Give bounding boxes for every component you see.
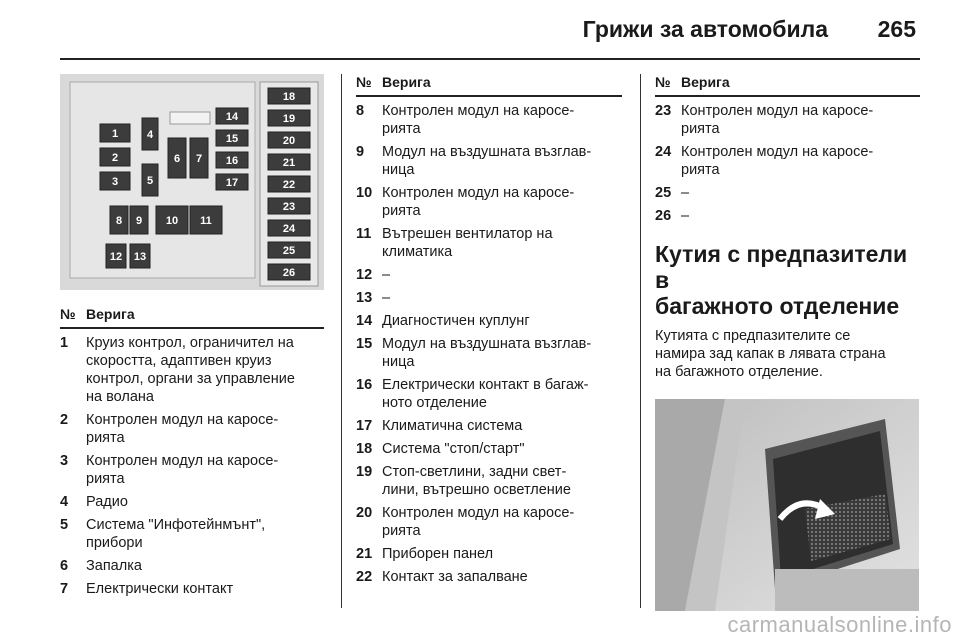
fuse-row — [356, 335, 622, 371]
fuse-slot-label: 6 — [173, 153, 181, 165]
fuse-row — [356, 568, 622, 586]
fuse-circuit-line: Контролен модул на каросе- — [86, 453, 279, 469]
fuse-row — [356, 545, 622, 563]
table-header-label: Верига — [382, 74, 431, 90]
fuse-slot-label: 20 — [282, 135, 296, 147]
fuse-row — [356, 312, 622, 330]
fuse-row — [655, 143, 920, 179]
fuse-number: 26 — [655, 208, 672, 224]
fuse-slot-label: 24 — [282, 223, 296, 235]
fuse-circuit-line: Електрически контакт — [86, 581, 234, 597]
fuse-slot-label: 11 — [200, 215, 212, 227]
fuse-number: 2 — [60, 412, 69, 428]
fuse-slot-label: 23 — [282, 201, 296, 213]
fuse-number: 11 — [356, 226, 372, 242]
fuse-circuit — [382, 504, 622, 540]
fuse-slot-label: 13 — [133, 251, 147, 263]
fuse-circuit-line: рията — [681, 121, 720, 137]
fuse-number: 19 — [356, 464, 373, 480]
fuse-circuit — [86, 334, 324, 406]
fuse-circuit — [382, 440, 622, 458]
fuse-number: 25 — [655, 185, 672, 201]
fuse-row — [356, 417, 622, 435]
fuse-number: 7 — [60, 581, 69, 597]
fuse-circuit-line: Диагностичен куплунг — [382, 313, 530, 329]
fuse-circuit-line: контрол, органи за управление — [86, 371, 295, 387]
fuse-number: 1 — [60, 335, 69, 351]
fuse-circuit-line: лини, вътрешно осветление — [382, 482, 571, 498]
fuse-slot-label: 18 — [282, 91, 296, 103]
fuse-row — [356, 143, 622, 179]
fuse-number: 22 — [356, 569, 373, 585]
fuse-circuit-line: Радио — [86, 494, 128, 510]
fuse-row — [60, 516, 324, 552]
fuse-circuit-line: Контролен модул на каросе- — [681, 144, 874, 160]
fuse-circuit-line: рията — [382, 203, 421, 219]
fuse-number: 9 — [356, 144, 365, 160]
fuse-slot-label: 3 — [111, 176, 119, 188]
fuse-row — [60, 557, 324, 575]
fuse-circuit — [382, 335, 622, 371]
fuse-row — [356, 463, 622, 499]
fuse-slot-label: 7 — [195, 153, 203, 165]
fuse-circuit-line: Модул на въздушната възглав- — [382, 144, 592, 160]
fuse-row — [356, 184, 622, 220]
fuse-circuit-line: ница — [382, 162, 415, 178]
fuse-circuit-line: Климатична система — [382, 418, 523, 434]
fuse-circuit-line: Стоп-светлини, задни свет- — [382, 464, 567, 480]
fuse-circuit-line: Система "Инфотейнмънт", — [86, 517, 266, 533]
fuse-row — [60, 580, 324, 598]
column-left — [60, 74, 324, 598]
fuse-number: 3 — [60, 453, 69, 469]
fuse-slot-label: 15 — [225, 133, 239, 145]
fuse-circuit — [681, 143, 920, 179]
paragraph-line: на багажното отделение. — [655, 364, 823, 380]
fuse-number: 14 — [356, 313, 373, 329]
column-middle — [356, 74, 622, 586]
paragraph-line: намира зад капак в лявата страна — [655, 346, 886, 362]
fuse-circuit — [382, 568, 622, 586]
fuse-circuit-line: скоростта, адаптивен круиз — [86, 353, 272, 369]
fuse-slot-label: 10 — [165, 215, 179, 227]
fuse-circuit-line: рията — [681, 162, 720, 178]
column-right — [655, 74, 920, 611]
fuse-circuit-line: рията — [382, 523, 421, 539]
fuse-circuit — [382, 376, 622, 412]
fuse-circuit-line: – — [681, 208, 690, 224]
fuse-circuit-line: – — [382, 267, 391, 283]
fuse-row — [60, 334, 324, 406]
fuse-circuit-line: Контролен модул на каросе- — [382, 103, 575, 119]
fuse-circuit-line: Модул на въздушната възглав- — [382, 336, 592, 352]
fuse-circuit-line: – — [382, 290, 391, 306]
table-header-label: Верига — [86, 306, 135, 322]
fuse-number: 10 — [356, 185, 373, 201]
fuse-slot-label: 25 — [282, 245, 296, 257]
section-heading-line: багажното отделение — [655, 293, 900, 319]
fuse-row — [356, 504, 622, 540]
fuse-circuit-line: Вътрешен вентилатор на — [382, 226, 553, 242]
fuse-circuit-line: на волана — [86, 389, 154, 405]
fuse-circuit-line: Контролен модул на каросе- — [86, 412, 279, 428]
fuse-circuit-line: климатика — [382, 244, 453, 260]
fuse-number: 15 — [356, 336, 373, 352]
fuse-circuit — [681, 184, 920, 202]
fuse-circuit — [382, 545, 622, 563]
fuse-circuit-line: Контролен модул на каросе- — [382, 505, 575, 521]
fuse-number: 4 — [60, 494, 69, 510]
fuse-circuit — [86, 557, 324, 575]
section-heading — [655, 241, 920, 319]
fuse-circuit — [382, 266, 622, 284]
fuse-row — [356, 440, 622, 458]
fuse-circuit-line: Контролен модул на каросе- — [382, 185, 575, 201]
fuse-circuit — [382, 463, 622, 499]
fuse-slot-label: 12 — [109, 251, 123, 263]
table-header — [60, 306, 324, 329]
fuse-number: 23 — [655, 103, 672, 119]
fuse-slot-label: 21 — [282, 157, 296, 169]
fuse-circuit-line: Контролен модул на каросе- — [681, 103, 874, 119]
fuse-slot-label: 17 — [225, 177, 239, 189]
fuse-row — [356, 376, 622, 412]
column-divider — [640, 74, 641, 608]
fuse-circuit-line: Круиз контрол, ограничител на — [86, 335, 294, 351]
trunk-drawing — [655, 399, 919, 611]
section-heading-line: Кутия с предпазители в — [655, 241, 908, 293]
table-header-num: № — [60, 306, 76, 322]
fuse-circuit-line: Система "стоп/старт" — [382, 441, 525, 457]
fuse-circuit-line: ното отделение — [382, 395, 487, 411]
fuse-row — [60, 411, 324, 447]
fuse-row — [60, 493, 324, 511]
fuse-list-1 — [60, 334, 324, 598]
fuse-slot-label: 4 — [146, 129, 154, 141]
fuse-row — [356, 102, 622, 138]
fuse-circuit — [86, 411, 324, 447]
fuse-slot-label: 5 — [146, 175, 154, 187]
fuse-circuit — [86, 493, 324, 511]
fuse-circuit — [382, 312, 622, 330]
fuse-circuit — [86, 516, 324, 552]
table-header-num: № — [356, 74, 372, 90]
fuse-number: 8 — [356, 103, 365, 119]
fuse-slot-label: 8 — [115, 215, 123, 227]
fuse-list-2 — [356, 102, 622, 586]
fuse-circuit-line: ница — [382, 354, 415, 370]
fuse-slot-label: 16 — [225, 155, 239, 167]
column-divider — [341, 74, 342, 608]
fuse-slot-label: 22 — [282, 179, 296, 191]
fuse-circuit-line: рията — [86, 471, 125, 487]
fuse-number: 17 — [356, 418, 373, 434]
fuse-circuit-line: Приборен панел — [382, 546, 494, 562]
fuse-number: 12 — [356, 267, 373, 283]
page-number: 265 — [877, 16, 916, 42]
fuse-slot-label: 2 — [111, 152, 119, 164]
page-header — [60, 0, 920, 60]
fuse-number: 24 — [655, 144, 672, 160]
fuse-slot-label: 14 — [225, 111, 239, 123]
fuse-circuit-line: рията — [382, 121, 421, 137]
fuse-row — [60, 452, 324, 488]
fuse-number: 21 — [356, 546, 373, 562]
fuse-circuit-line: Електрически контакт в багаж- — [382, 377, 589, 393]
fuse-circuit — [382, 289, 622, 307]
fuse-circuit — [382, 417, 622, 435]
fuse-circuit-line: Запалка — [86, 558, 142, 574]
fuse-number: 5 — [60, 517, 69, 533]
trunk-photo — [655, 399, 919, 611]
fuse-row — [356, 225, 622, 261]
fuse-circuit-line: – — [681, 185, 690, 201]
fuse-row — [655, 102, 920, 138]
paragraph-line: Кутията с предпазителите се — [655, 328, 851, 344]
fuse-row — [655, 184, 920, 202]
fuse-slot-label: 19 — [282, 113, 296, 125]
fuse-circuit — [86, 580, 324, 598]
fuse-circuit — [382, 184, 622, 220]
fuse-circuit — [382, 102, 622, 138]
fuse-number: 13 — [356, 290, 373, 306]
table-header-label: Верига — [681, 74, 730, 90]
fuse-circuit-line: прибори — [86, 535, 143, 551]
fuse-circuit — [382, 225, 622, 261]
fuse-circuit-line: рията — [86, 430, 125, 446]
fuse-circuit — [86, 452, 324, 488]
fuse-circuit-line: Контакт за запалване — [382, 569, 528, 585]
table-header-num: № — [655, 74, 671, 90]
section-paragraph — [655, 327, 920, 381]
fuse-row — [356, 266, 622, 284]
watermark: carmanualsonline.info — [727, 612, 952, 637]
fuse-row — [356, 289, 622, 307]
fuse-number: 16 — [356, 377, 373, 393]
page-title: Грижи за автомобила — [582, 16, 828, 42]
fuse-slot-label: 1 — [111, 128, 119, 140]
fuse-box-diagram — [60, 74, 324, 290]
fuse-circuit — [681, 207, 920, 225]
fuse-number: 18 — [356, 441, 373, 457]
table-header — [655, 74, 920, 97]
fuse-slot-label: 9 — [135, 215, 143, 227]
fuse-circuit — [382, 143, 622, 179]
fuse-slot-label: 26 — [282, 267, 296, 279]
fuse-circuit — [681, 102, 920, 138]
fuse-list-3 — [655, 102, 920, 225]
fuse-row — [655, 207, 920, 225]
fuse-number: 6 — [60, 558, 69, 574]
fuse-number: 20 — [356, 505, 373, 521]
table-header — [356, 74, 622, 97]
fuse-box-drawing — [60, 74, 324, 290]
